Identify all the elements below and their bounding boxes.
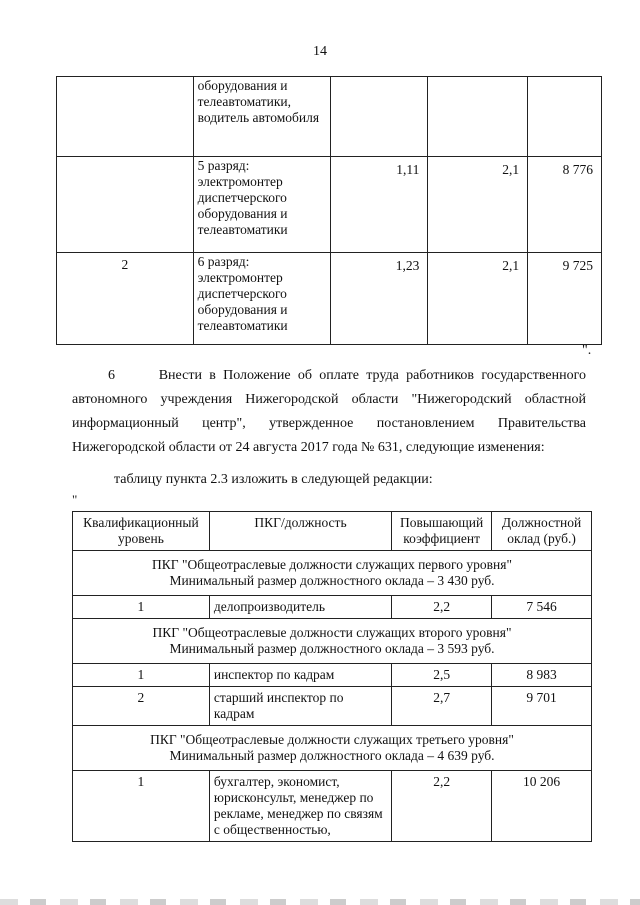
table-row xyxy=(57,157,602,253)
table-row xyxy=(73,596,592,619)
table-row xyxy=(73,664,592,687)
position-cell: инспектор по кадрам xyxy=(209,664,391,687)
closing-quote: ". xyxy=(582,343,592,358)
table-row xyxy=(73,687,592,726)
group-title: ПКГ "Общеотраслевые должности служащих третьего уровня" xyxy=(150,732,514,747)
group-header xyxy=(73,619,592,664)
group-min-salary: Минимальный размер должностного оклада – 3 593 руб. xyxy=(169,641,495,656)
group-header xyxy=(73,551,592,596)
header-salary: Должностной оклад (руб.) xyxy=(492,512,592,551)
level-cell xyxy=(57,77,194,157)
opening-quote: " xyxy=(72,492,78,507)
group-header-row xyxy=(73,726,592,771)
header-level: Квалификационный уровень xyxy=(73,512,210,551)
paragraph-body: Внести в Положение об оплате труда работников государственного автономного учреждения Нижегородской области "Нижегородский областной информационный центр", утвержденное постановлением Правительства Нижегородской области от 24 августа 2017 года № 631, следующие изменения: xyxy=(72,368,586,455)
level-cell: 1 xyxy=(73,664,210,687)
page-number: 14 xyxy=(313,44,327,59)
level-cell: 1 xyxy=(73,596,210,619)
paragraph-6-text xyxy=(72,364,586,460)
paragraph-number: 6 xyxy=(108,368,115,383)
coef-cell: 1,11 xyxy=(330,157,428,253)
group-min-salary: Минимальный размер должностного оклада – 4 639 руб. xyxy=(169,748,495,763)
coef-cell: 2,2 xyxy=(392,596,492,619)
position-cell: бухгалтер, экономист, юрисконсульт, менеджер по рекламе, менеджер по связям с общественностью, xyxy=(209,771,391,842)
salary-table xyxy=(72,511,592,842)
subitem-text: таблицу пункта 2.3 изложить в следующей редакции: xyxy=(114,472,433,487)
coef-cell: 1,23 xyxy=(330,253,428,345)
salary-cell: 10 206 xyxy=(492,771,592,842)
position-cell: 5 разряд: электромонтер диспетчерского оборудования и телеавтоматики xyxy=(193,157,330,253)
group-header-row xyxy=(73,619,592,664)
group-header-row xyxy=(73,551,592,596)
scan-footer-strip xyxy=(0,899,640,905)
position-cell: оборудования и телеавтоматики, водитель автомобиля xyxy=(193,77,330,157)
salary-cell: 9 725 xyxy=(528,253,602,345)
continued-salary-table xyxy=(56,76,602,345)
position-cell: 6 разряд: электромонтер диспетчерского оборудования и телеавтоматики xyxy=(193,253,330,345)
coef-cell: 2,2 xyxy=(392,771,492,842)
level-cell: 2 xyxy=(57,253,194,345)
group-title: ПКГ "Общеотраслевые должности служащих первого уровня" xyxy=(152,557,512,572)
salary-cell xyxy=(528,77,602,157)
table-row xyxy=(57,77,602,157)
grade-cell xyxy=(428,77,528,157)
paragraph-6 xyxy=(72,364,586,460)
level-cell: 2 xyxy=(73,687,210,726)
salary-cell: 8 776 xyxy=(528,157,602,253)
header-position: ПКГ/должность xyxy=(209,512,391,551)
header-coef: Повышающий коэффициент xyxy=(392,512,492,551)
group-header xyxy=(73,726,592,771)
position-cell: делопроизводитель xyxy=(209,596,391,619)
table-header-row xyxy=(73,512,592,551)
level-cell xyxy=(57,157,194,253)
salary-cell: 7 546 xyxy=(492,596,592,619)
position-cell: старший инспектор по кадрам xyxy=(209,687,391,726)
coef-cell: 2,5 xyxy=(392,664,492,687)
salary-cell: 8 983 xyxy=(492,664,592,687)
salary-cell: 9 701 xyxy=(492,687,592,726)
coef-cell: 2,7 xyxy=(392,687,492,726)
level-cell: 1 xyxy=(73,771,210,842)
table-row xyxy=(57,253,602,345)
group-min-salary: Минимальный размер должностного оклада – 3 430 руб. xyxy=(169,573,495,588)
coef-cell xyxy=(330,77,428,157)
grade-cell: 2,1 xyxy=(428,253,528,345)
table-row xyxy=(73,771,592,842)
grade-cell: 2,1 xyxy=(428,157,528,253)
group-title: ПКГ "Общеотраслевые должности служащих второго уровня" xyxy=(152,625,512,640)
